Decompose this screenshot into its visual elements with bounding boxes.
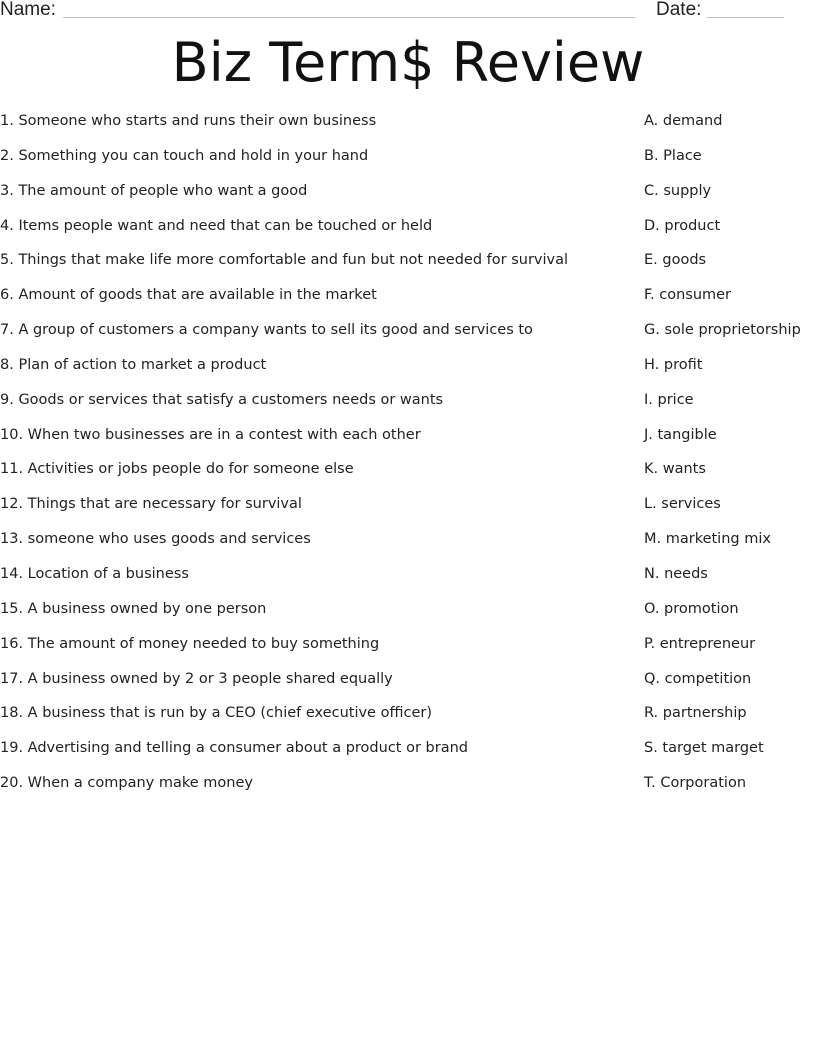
list-item bbox=[0, 737, 816, 772]
clue-text: 8. Plan of action to market a product bbox=[0, 356, 267, 373]
clue-text: 2. Something you can touch and hold in your hand bbox=[0, 147, 369, 164]
clue-text: 3. The amount of people who want a good bbox=[0, 182, 308, 199]
answer-option: Q. competition bbox=[644, 670, 752, 687]
clue-text: 7. A group of customers a company wants to sell its good and services to bbox=[0, 322, 533, 339]
clue-text: 17. A business owned by 2 or 3 people shared equally bbox=[0, 670, 393, 687]
list-item bbox=[0, 772, 816, 807]
list-item bbox=[0, 284, 816, 319]
answer-option: O. promotion bbox=[644, 600, 739, 617]
clue-text: 16. The amount of money needed to buy something bbox=[0, 635, 380, 652]
list-item bbox=[0, 528, 816, 563]
answer-option: N. needs bbox=[644, 565, 708, 582]
answer-option: R. partnership bbox=[644, 705, 747, 722]
list-item bbox=[0, 598, 816, 633]
list-item bbox=[0, 215, 816, 250]
date-field-line[interactable] bbox=[707, 17, 784, 18]
list-item bbox=[0, 493, 816, 528]
answer-option: B. Place bbox=[644, 147, 702, 164]
clue-text: 19. Advertising and telling a consumer about a product or brand bbox=[0, 740, 468, 757]
answer-option: S. target marget bbox=[644, 740, 764, 757]
clue-text: 11. Activities or jobs people do for someone else bbox=[0, 461, 354, 478]
matching-list bbox=[0, 110, 816, 807]
answer-option: I. price bbox=[644, 391, 694, 408]
clue-text: 18. A business that is run by a CEO (chief executive officer) bbox=[0, 705, 432, 722]
answer-option: M. marketing mix bbox=[644, 531, 771, 548]
header-row bbox=[0, 0, 816, 26]
list-item bbox=[0, 180, 816, 215]
list-item bbox=[0, 563, 816, 598]
list-item bbox=[0, 668, 816, 703]
list-item bbox=[0, 389, 816, 424]
clue-text: 5. Things that make life more comfortable and fun but not needed for survival bbox=[0, 252, 569, 269]
name-label: Name: bbox=[0, 0, 56, 20]
answer-option: H. profit bbox=[644, 356, 703, 373]
answer-option: J. tangible bbox=[644, 426, 717, 443]
list-item bbox=[0, 424, 816, 459]
clue-text: 12. Things that are necessary for survival bbox=[0, 496, 302, 513]
clue-text: 14. Location of a business bbox=[0, 565, 189, 582]
answer-option: P. entrepreneur bbox=[644, 635, 756, 652]
page-title: Biz Term$ Review bbox=[171, 31, 645, 94]
answer-option: K. wants bbox=[644, 461, 706, 478]
answer-option: F. consumer bbox=[644, 287, 732, 304]
list-item bbox=[0, 702, 816, 737]
list-item bbox=[0, 145, 816, 180]
name-field-line[interactable] bbox=[63, 17, 635, 18]
clue-text: 9. Goods or services that satisfy a customers needs or wants bbox=[0, 391, 444, 408]
list-item bbox=[0, 110, 816, 145]
list-item bbox=[0, 633, 816, 668]
list-item bbox=[0, 458, 816, 493]
answer-option: E. goods bbox=[644, 252, 707, 269]
answer-option: D. product bbox=[644, 217, 721, 234]
clue-text: 4. Items people want and need that can be touched or held bbox=[0, 217, 433, 234]
date-label: Date: bbox=[656, 0, 702, 20]
clue-text: 20. When a company make money bbox=[0, 775, 253, 792]
clue-text: 1. Someone who starts and runs their own business bbox=[0, 113, 377, 129]
answer-option: A. demand bbox=[644, 113, 723, 129]
answer-option: G. sole proprietorship bbox=[644, 322, 801, 339]
list-item bbox=[0, 354, 816, 389]
answer-option: L. services bbox=[644, 496, 721, 513]
clue-text: 10. When two businesses are in a contest with each other bbox=[0, 426, 421, 443]
clue-text: 13. someone who uses goods and services bbox=[0, 531, 311, 548]
clue-text: 6. Amount of goods that are available in the market bbox=[0, 287, 377, 304]
list-item bbox=[0, 319, 816, 354]
answer-option: T. Corporation bbox=[644, 775, 747, 792]
clue-text: 15. A business owned by one person bbox=[0, 600, 267, 617]
list-item bbox=[0, 249, 816, 284]
answer-option: C. supply bbox=[644, 182, 712, 199]
